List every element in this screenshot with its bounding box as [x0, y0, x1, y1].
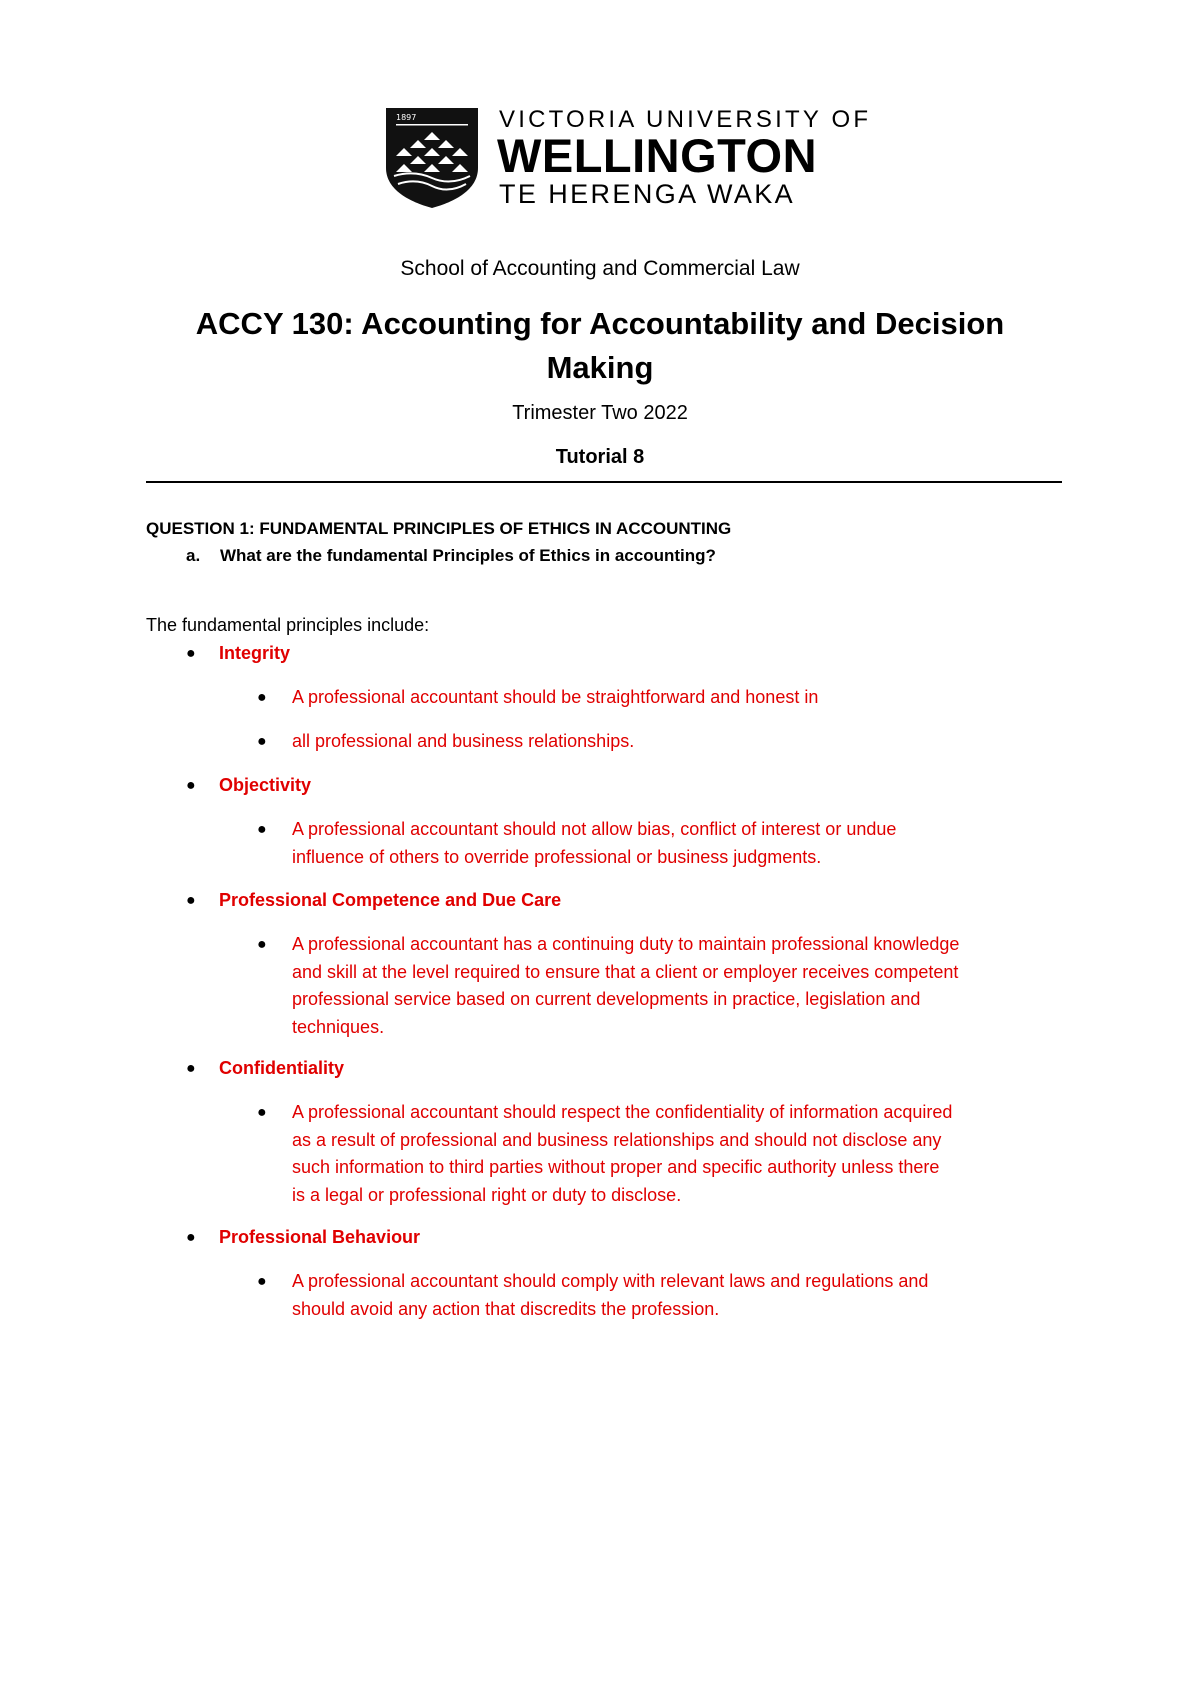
- bullet-icon: ●: [257, 936, 267, 953]
- point-line: such information to third parties without proper and specific authority unless there: [292, 1157, 940, 1177]
- principle-point: [292, 816, 1072, 871]
- point-line: and skill at the level required to ensure that a client or employer receives competent: [292, 961, 959, 982]
- point-line: influence of others to override professional or business judgments.: [292, 846, 822, 867]
- logo-line-1: VICTORIA UNIVERSITY OF: [499, 106, 872, 133]
- bullet-icon: ●: [257, 1104, 267, 1121]
- point-line: A professional accountant should not allow bias, conflict of interest or undue: [292, 819, 897, 839]
- point-line: A professional accountant has a continuing duty to maintain professional knowledge: [292, 934, 960, 954]
- course-title-line-1: ACCY 130: Accounting for Accountability and Decision: [195, 306, 1005, 341]
- part-letter: a.: [186, 546, 201, 565]
- point-line: A professional accountant should respect the confidentiality of information acquired: [292, 1102, 953, 1122]
- point-line: techniques.: [292, 1016, 385, 1037]
- bullet-icon: ●: [186, 892, 196, 909]
- principle-point: [292, 931, 1072, 1041]
- svg-text:1897: 1897: [396, 113, 417, 122]
- bullet-icon: ●: [257, 1273, 267, 1290]
- bullet-icon: ●: [186, 1060, 196, 1077]
- bullet-icon: ●: [257, 689, 267, 706]
- answer-intro: The fundamental principles include:: [146, 615, 430, 635]
- question-heading: QUESTION 1: FUNDAMENTAL PRINCIPLES OF ETHICS IN ACCOUNTING: [146, 519, 732, 538]
- principle-point: [292, 1099, 1072, 1209]
- university-logo: [384, 106, 872, 210]
- bullet-icon: ●: [186, 1229, 196, 1246]
- point-line: as a result of professional and business relationships and should not disclose any: [292, 1129, 942, 1150]
- principle-point: A professional accountant should be straightforward and honest in: [292, 687, 819, 707]
- tutorial-label: Tutorial 8: [555, 446, 645, 468]
- principle-point: [292, 1268, 1072, 1323]
- part-text: What are the fundamental Principles of Ethics in accounting?: [220, 546, 716, 565]
- trimester-label: Trimester Two 2022: [512, 402, 688, 424]
- course-title-line-2: Making: [546, 350, 654, 385]
- point-line: should avoid any action that discredits the profession.: [292, 1298, 720, 1319]
- header-divider: [146, 481, 1062, 483]
- principle-confidentiality: Confidentiality: [219, 1058, 344, 1078]
- bullet-icon: ●: [186, 777, 196, 794]
- principle-integrity: Integrity: [219, 643, 291, 663]
- bullet-icon: ●: [186, 645, 196, 662]
- bullet-icon: ●: [257, 733, 267, 750]
- crest-icon: [384, 106, 480, 210]
- logo-line-3: TE HERENGA WAKA: [499, 179, 796, 209]
- principle-competence: Professional Competence and Due Care: [219, 890, 562, 910]
- principle-point: all professional and business relationships.: [292, 731, 635, 751]
- course-title: [0, 302, 1200, 390]
- school-name: School of Accounting and Commercial Law: [400, 257, 800, 280]
- question-part-a: [186, 546, 716, 566]
- point-line: is a legal or professional right or duty to disclose.: [292, 1184, 682, 1205]
- logo-line-2: WELLINGTON: [497, 129, 818, 182]
- point-line: professional service based on current developments in practice, legislation and: [292, 989, 921, 1009]
- point-line: A professional accountant should comply with relevant laws and regulations and: [292, 1271, 929, 1291]
- principle-behaviour: Professional Behaviour: [219, 1227, 421, 1247]
- bullet-icon: ●: [257, 821, 267, 838]
- principle-objectivity: Objectivity: [219, 775, 312, 795]
